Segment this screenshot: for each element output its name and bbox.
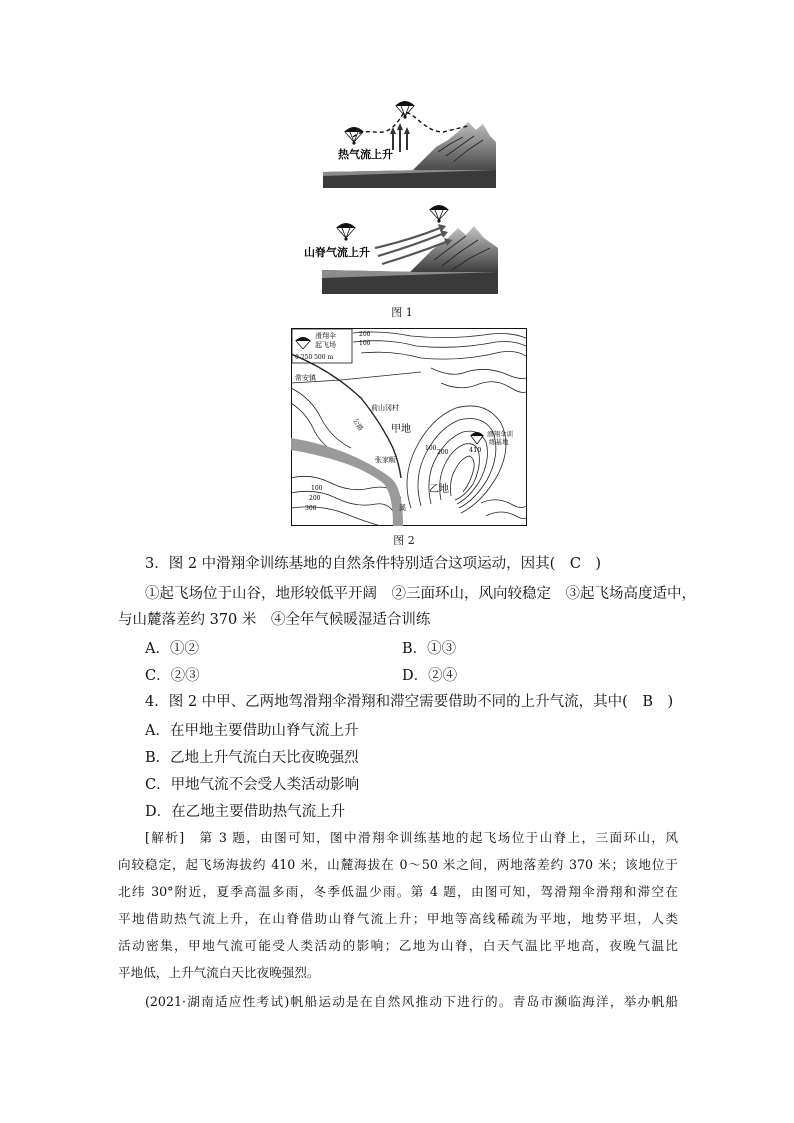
ridge-label: 山脊气流上升 xyxy=(304,246,370,259)
legend-title-2: 起飞场 xyxy=(315,341,336,349)
next-question-line1: (2021·湖南适应性考试)帆船运动是在自然风推动下进行的。青岛市濒临海洋，举办帆船 xyxy=(145,994,678,1009)
contour-label: 200 xyxy=(437,449,449,456)
analysis-line5: 活动密集，甲地气流可能受人类活动的影响；乙地为山脊，白天气温比平地高，夜晚气温比 xyxy=(118,938,678,953)
zone-a-label: 甲地 xyxy=(391,424,411,435)
analysis-line2: 向较稳定，起飞场海拔约 410 米，山麓海拔在 0～50 米之间，两地落差约 370 米；该地位于 xyxy=(118,857,678,872)
q3-option-b[interactable]: B．①③ xyxy=(402,641,457,657)
analysis-line1: [解析] 第 3 题，由图可知，图中滑翔伞训练基地的起飞场位于山脊上，三面环山，风 xyxy=(145,830,678,845)
peak-elevation: 410 xyxy=(469,446,482,454)
figure1-thermal-panel xyxy=(318,92,498,190)
contour-label: 100 xyxy=(425,445,437,452)
q3-stem: 3．图 2 中滑翔伞训练基地的自然条件特别适合这项运动，因其( C ) xyxy=(145,556,602,572)
contour-label: 100 xyxy=(359,340,371,347)
figure2-map xyxy=(291,328,527,526)
river-label: 溪 xyxy=(399,504,406,512)
mountain-shape xyxy=(410,226,498,272)
q4-stem: 4．图 2 中甲、乙两地驾滑翔伞滑翔和滞空需要借助不同的上升气流，其中( B ) xyxy=(145,694,674,710)
flight-path xyxy=(353,112,468,137)
scale-bar-label: 0 250 500 m xyxy=(295,354,334,361)
q4-option-d[interactable]: D．在乙地主要借助热气流上升 xyxy=(145,804,346,820)
contour-label: 300 xyxy=(305,505,317,512)
mountain-shape xyxy=(413,122,496,170)
legend-title: 滑翔伞 xyxy=(315,332,336,340)
paraglider-icon xyxy=(429,205,449,223)
village-label: 前山冈村 xyxy=(371,404,399,412)
thermal-illustration xyxy=(318,92,498,190)
thermal-arrows xyxy=(393,128,407,152)
thermal-label: 热气流上升 xyxy=(338,148,393,161)
q3-option-d[interactable]: D．②④ xyxy=(402,668,458,684)
analysis-line4: 平地借助热气流上升，在山脊借助山脊气流上升；甲地等高线稀疏为平地，地势平坦，人类 xyxy=(118,911,678,926)
analysis-line3: 北纬 30°附近，夏季高温多雨，冬季低温少雨。第 4 题，由图可知，驾滑翔伞滑翔和滞空在 xyxy=(118,884,678,899)
figure1-ridge-panel xyxy=(300,200,500,296)
contour-label: 200 xyxy=(359,331,371,338)
base-label: 滑翔伞训 xyxy=(487,430,513,438)
contour-label: 200 xyxy=(309,495,321,502)
zone-b-label: 乙地 xyxy=(429,484,449,495)
q3-statements-line2: 与山麓落差约 370 米 ④全年气候暖湿适合训练 xyxy=(118,612,431,628)
analysis-line6: 平地低，上升气流白天比夜晚强烈。 xyxy=(118,965,320,980)
ridge-illustration xyxy=(300,200,500,296)
q4-option-a[interactable]: A．在甲地主要借助山脊气流上升 xyxy=(145,723,359,739)
figure2-caption: 图 2 xyxy=(393,534,415,547)
q3-option-a[interactable]: A．①② xyxy=(145,641,199,657)
contour-map xyxy=(291,328,527,526)
paraglider-icon xyxy=(395,101,415,119)
q4-option-c[interactable]: C．甲地气流不会受人类活动影响 xyxy=(145,777,360,793)
road-label: 公路 xyxy=(351,417,365,433)
town-label: 常安镇 xyxy=(295,374,316,382)
q3-option-c[interactable]: C．②③ xyxy=(145,668,200,684)
q3-statements-line1: ①起飞场位于山谷，地形较低平开阔 ②三面环山，风向较稳定 ③起飞场高度适中， xyxy=(145,586,696,602)
q4-option-b[interactable]: B．乙地上升气流白天比夜晚强烈 xyxy=(145,750,359,766)
base-label-2: 练基地 xyxy=(489,438,509,446)
figure1-caption: 图 1 xyxy=(391,306,413,319)
paraglider-icon xyxy=(336,223,356,241)
village2-label: 张家畈 xyxy=(375,456,396,464)
contour-label: 100 xyxy=(311,485,323,492)
